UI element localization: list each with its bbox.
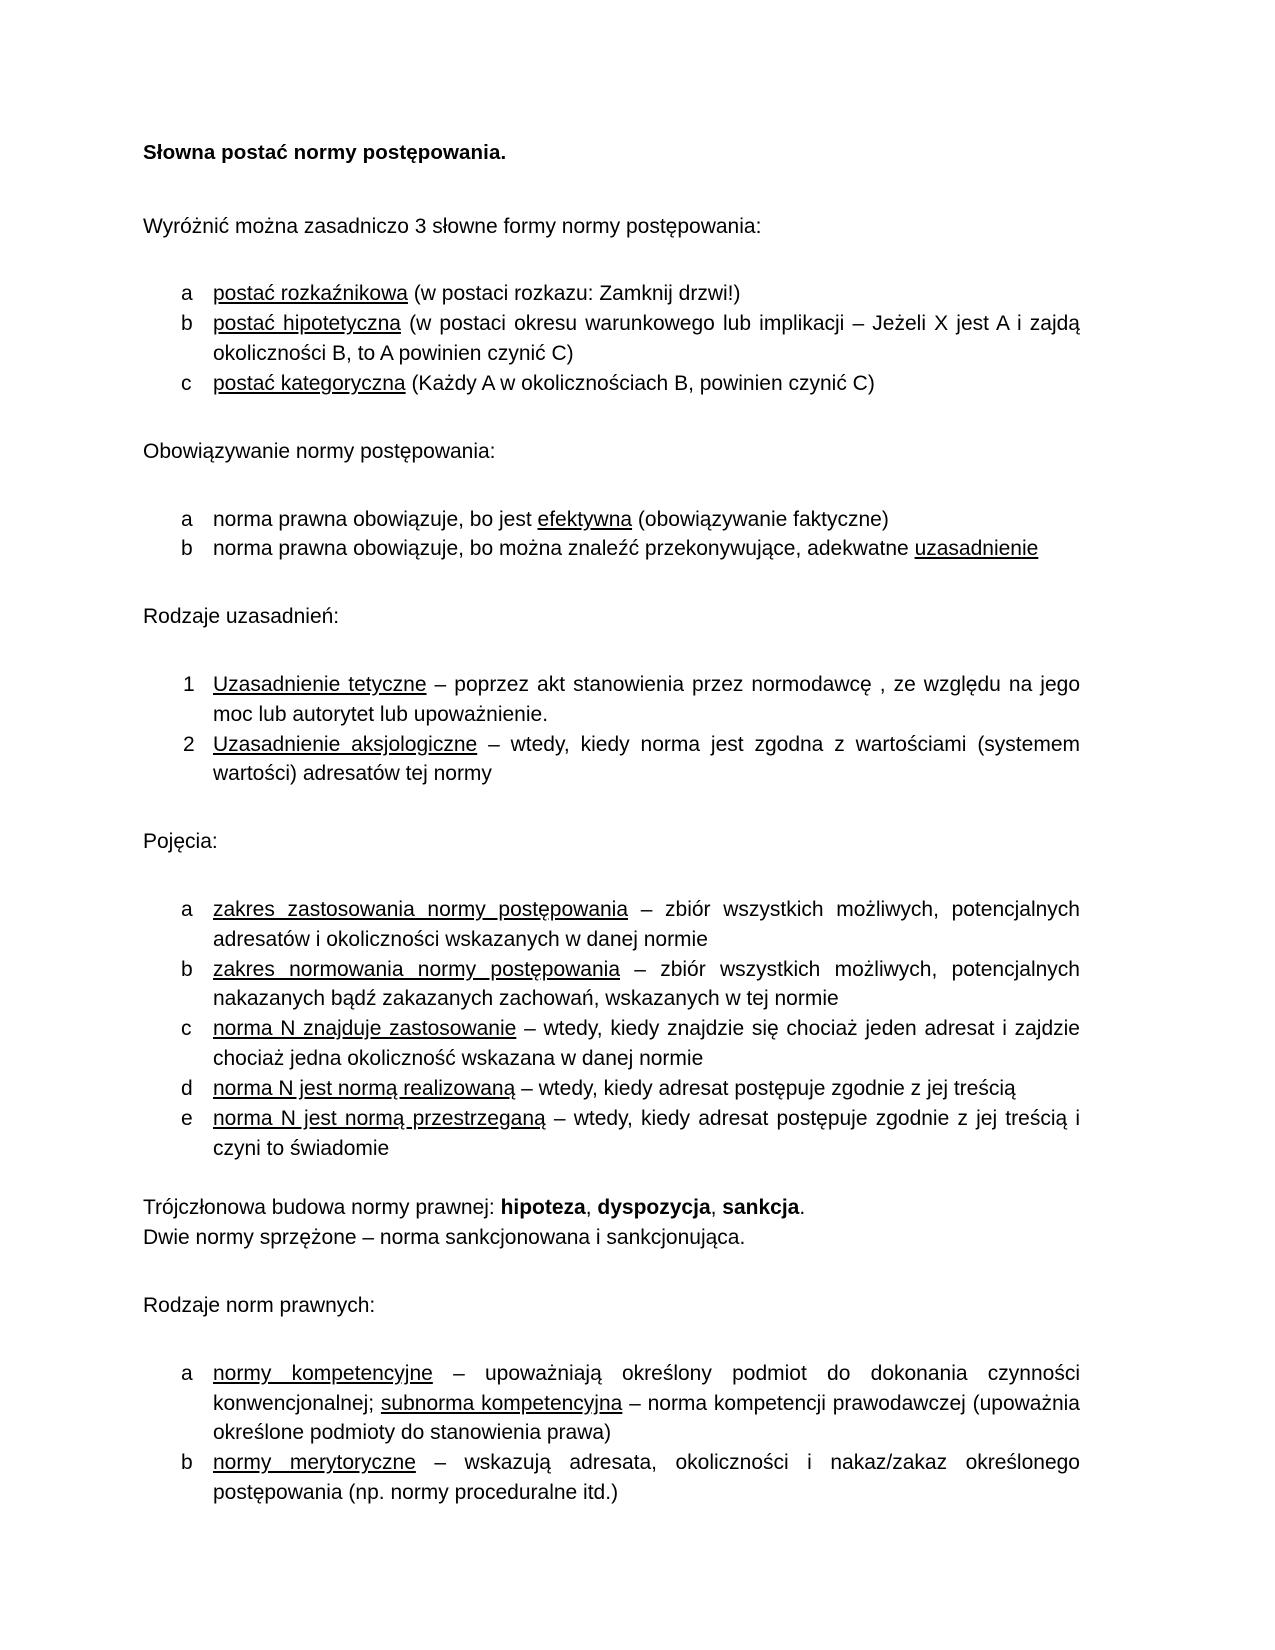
list-marker: a bbox=[181, 898, 193, 921]
list-item-term: zakres zastosowania normy postępowania bbox=[213, 898, 629, 921]
separator: , bbox=[585, 1196, 598, 1220]
list-marker: b bbox=[181, 537, 193, 561]
list-item-text: (obowiązywanie faktyczne) bbox=[632, 507, 889, 531]
list-marker: a bbox=[181, 1361, 193, 1385]
list-item-text: – wtedy, kiedy norma jest zgodna z wartościami (systemem wartości) adresatów tej normy bbox=[213, 732, 1080, 786]
list-item-term: postać hipotetyczna bbox=[213, 312, 401, 336]
spacer bbox=[143, 1321, 1080, 1359]
list-item bbox=[143, 309, 1080, 369]
list-marker: a bbox=[181, 507, 193, 531]
list-item-term: Uzasadnienie tetyczne bbox=[213, 672, 427, 696]
list-item bbox=[143, 279, 1080, 309]
spacer bbox=[143, 1163, 1080, 1193]
list-marker: d bbox=[181, 1076, 193, 1100]
list-obowiazywanie bbox=[143, 505, 1080, 565]
list-item-term: norma N znajduje zastosowanie bbox=[213, 1017, 517, 1041]
list-item bbox=[143, 1359, 1080, 1448]
list-item bbox=[143, 670, 1080, 730]
list-item-term: normy merytoryczne bbox=[213, 1451, 416, 1475]
heading-pojecia: Pojęcia: bbox=[143, 830, 218, 854]
list-rodzaje-norm bbox=[143, 1359, 1080, 1508]
list-item bbox=[143, 955, 1080, 1015]
trojczlonowa-line bbox=[143, 1193, 1080, 1223]
list-item-text: – zbiór wszystkich możliwych, potencjalnych adresatów i okoliczności wskazanych w danej normie bbox=[213, 898, 1080, 951]
list-item-text: – norma kompetencji prawodawczej (upoważnia określone podmioty do stanowienia prawa) bbox=[213, 1391, 1080, 1445]
list-formy-slowne bbox=[143, 279, 1080, 398]
list-marker: 1 bbox=[183, 672, 195, 696]
heading-obowiazywanie: Obowiązywanie normy postępowania: bbox=[143, 439, 496, 463]
heading-rodzaje-uzasadnien: Rodzaje uzasadnień: bbox=[143, 605, 340, 629]
list-marker: b bbox=[181, 312, 193, 336]
list-item bbox=[143, 895, 1080, 955]
list-item-text: – wtedy, kiedy adresat postępuje zgodnie z jej treścią bbox=[515, 1076, 1016, 1100]
intro-paragraph: Wyróżnić można zasadniczo 3 słowne formy normy postępowania: bbox=[143, 214, 762, 238]
list-item-term: postać rozkaźnikowa bbox=[213, 282, 408, 306]
list-marker: a bbox=[181, 282, 193, 306]
list-item-text: – wtedy, kiedy znajdzie się chociaż jeden adresat i zajdzie chociaż jedna okoliczność wskazana w danej normie bbox=[213, 1017, 1080, 1071]
spacer bbox=[143, 1253, 1080, 1291]
list-item bbox=[143, 1074, 1080, 1104]
term-hipoteza: hipoteza bbox=[500, 1196, 586, 1220]
spacer bbox=[143, 399, 1080, 437]
spacer bbox=[143, 789, 1080, 827]
trojczlonowa-lead: Trójczłonowa budowa normy prawnej: bbox=[143, 1196, 501, 1220]
list-item-text: (w postaci okresu warunkowego lub implikacji – Jeżeli X jest A i zajdą okoliczności B, to A powinien czynić C) bbox=[213, 312, 1080, 366]
trojczlonowa-tail: . bbox=[799, 1196, 806, 1220]
list-item-text: – wtedy, kiedy adresat postępuje zgodnie z jej treścią i czyni to świadomie bbox=[213, 1106, 1081, 1160]
list-item-text: (Każdy A w okolicznościach B, powinien czynić C) bbox=[405, 371, 875, 395]
list-item bbox=[143, 730, 1080, 790]
list-marker: c bbox=[181, 1017, 192, 1041]
list-item-text: (w postaci rozkazu: Zamknij drzwi!) bbox=[407, 282, 741, 306]
spacer bbox=[143, 857, 1080, 895]
heading-rodzaje-norm: Rodzaje norm prawnych: bbox=[143, 1293, 376, 1317]
list-marker: c bbox=[181, 371, 192, 395]
list-item bbox=[143, 534, 1080, 564]
list-item-term-secondary: subnorma kompetencyjna bbox=[380, 1391, 623, 1415]
list-item-text: – poprzez akt stanowienia przez normodawcę , ze względu na jego moc lub autorytet lub upoważnienie. bbox=[213, 672, 1080, 726]
list-item bbox=[143, 1448, 1080, 1508]
spacer bbox=[143, 632, 1080, 670]
list-item-text: – upoważniają określony podmiot do dokonania czynności konwencjonalnej; bbox=[213, 1361, 1080, 1415]
list-item-term: Uzasadnienie aksjologiczne bbox=[213, 732, 478, 756]
list-item bbox=[143, 1014, 1080, 1074]
spacer bbox=[143, 241, 1080, 279]
list-item-term: normy kompetencyjne bbox=[213, 1361, 433, 1385]
list-item-term: uzasadnienie bbox=[914, 537, 1039, 561]
list-item bbox=[143, 1104, 1080, 1164]
trojczlonowa-block bbox=[143, 1193, 1080, 1253]
spacer bbox=[143, 564, 1080, 602]
list-item-term: zakres normowania normy postępowania bbox=[213, 957, 620, 981]
list-item-term: norma N jest normą realizowaną bbox=[213, 1076, 516, 1100]
dwie-normy-line: Dwie normy sprzężone – norma sankcjonowana i sankcjonująca. bbox=[143, 1226, 746, 1250]
list-item-term: efektywna bbox=[537, 507, 633, 531]
list-item-text: norma prawna obowiązuje, bo jest bbox=[213, 507, 538, 531]
list-uzasadnienia bbox=[143, 670, 1080, 789]
list-marker: b bbox=[181, 957, 193, 981]
document-body bbox=[143, 140, 1080, 1508]
list-item bbox=[143, 505, 1080, 535]
list-item-term: norma N jest normą przestrzeganą bbox=[213, 1106, 546, 1130]
list-item-text: – wskazują adresata, okoliczności i nakaz/zakaz określonego postępowania (np. normy proceduralne itd.) bbox=[213, 1451, 1080, 1504]
list-marker: 2 bbox=[183, 732, 195, 756]
list-item-text: norma prawna obowiązuje, bo można znaleźć przekonywujące, adekwatne bbox=[213, 537, 915, 561]
separator: , bbox=[710, 1196, 723, 1220]
page-title: Słowna postać normy postępowania. bbox=[143, 141, 507, 164]
list-item-text: – zbiór wszystkich możliwych, potencjalnych nakazanych bądź zakazanych zachowań, wskazanych w tej normie bbox=[213, 957, 1080, 1011]
list-item bbox=[143, 369, 1080, 399]
list-marker: b bbox=[181, 1451, 193, 1475]
term-dyspozycja: dyspozycja bbox=[597, 1196, 711, 1220]
list-item-term: postać kategoryczna bbox=[213, 371, 406, 395]
term-sankcja: sankcja bbox=[722, 1196, 800, 1220]
list-pojecia bbox=[143, 895, 1080, 1163]
list-marker: e bbox=[181, 1106, 193, 1130]
spacer bbox=[143, 467, 1080, 505]
